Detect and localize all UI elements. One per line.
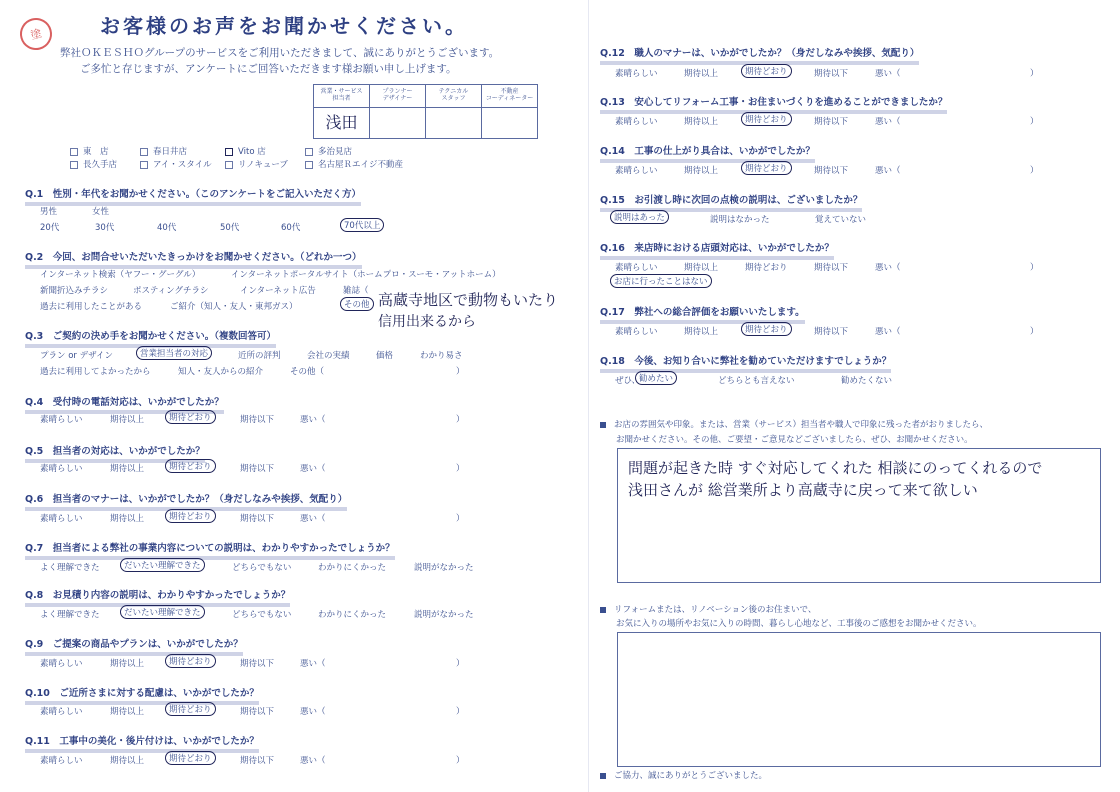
q10-label: Q.10 ご近所さまに対する配慮は、いかがでしたか？ xyxy=(25,685,259,705)
q7-option[interactable]: わかりにくかった xyxy=(318,563,387,573)
rating-close: ） xyxy=(456,415,465,425)
rating-above[interactable]: 期待以上 xyxy=(684,327,719,337)
checkbox[interactable] xyxy=(225,161,233,169)
q3-label: Q.3 ご契約の決め手をお聞かせください。（複数回答可） xyxy=(25,328,276,348)
rating-above[interactable]: 期待以上 xyxy=(684,166,719,176)
q15-option-selected[interactable]: 説明はあった xyxy=(610,210,669,224)
q1-option-male[interactable]: 男性 xyxy=(40,207,58,217)
intro-line-1: 弊社ＯＫＥＳＨＯグループのサービスをご利用いただきまして、誠にありがとうございます。 xyxy=(60,47,500,59)
staff-table xyxy=(313,84,538,139)
staff-header-planner: プランナー デザイナー xyxy=(370,85,426,108)
rating-below[interactable]: 期待以下 xyxy=(240,514,275,524)
rating-above[interactable]: 期待以上 xyxy=(684,117,719,127)
q2-option-selected[interactable]: その他 xyxy=(340,297,374,311)
rating-close: ） xyxy=(456,756,465,766)
q8-option[interactable]: 説明がなかった xyxy=(414,610,474,620)
rating-above[interactable]: 期待以上 xyxy=(110,415,145,425)
staff-header-technical: テクニカル スタッフ xyxy=(426,85,482,108)
q2-option[interactable]: インターネットポータルサイト（ホームプロ・スーモ・アットホーム） xyxy=(231,270,501,280)
q1-option-age[interactable]: 20代 xyxy=(40,223,60,233)
q17-label: Q.17 弊社への総合評価をお願いいたします。 xyxy=(600,304,805,324)
q13-label: Q.13 安心してリフォーム工事・お住まいづくりを進めることができましたか？ xyxy=(600,94,947,114)
comment2-box[interactable] xyxy=(617,632,1101,767)
rating-below[interactable]: 期待以下 xyxy=(814,166,849,176)
q7-option-selected[interactable]: だいたい理解できた xyxy=(120,558,205,572)
comment1-handwritten-1: 問題が起きた時 すぐ対応してくれた 相談にのってくれるので xyxy=(628,459,1043,477)
store-option[interactable]: アイ・スタイル xyxy=(140,158,212,170)
q2-option[interactable]: 新聞折込みチラシ xyxy=(40,286,109,296)
q1-option-age[interactable]: 60代 xyxy=(281,223,301,233)
rating-as-expected-selected[interactable]: 期待どおり xyxy=(741,64,792,78)
q15-option[interactable]: 説明はなかった xyxy=(710,215,770,225)
q14-label: Q.14 工事の仕上がり具合は、いかがでしたか？ xyxy=(600,143,815,163)
q3-option[interactable]: 会社の実績 xyxy=(307,351,350,361)
rating-close: ） xyxy=(1030,327,1039,337)
survey-title: お客様のお声をお聞かせください。 xyxy=(100,14,468,38)
q3-option[interactable]: プラン or デザイン xyxy=(40,351,114,361)
rating-as-expected-selected[interactable]: 期待どおり xyxy=(165,509,216,523)
q2-option[interactable]: インターネット広告 xyxy=(240,286,316,296)
rating-close: ） xyxy=(456,514,465,524)
q18-option[interactable]: どちらとも言えない xyxy=(718,376,795,386)
staff-value-sales[interactable]: 浅田 xyxy=(314,108,370,139)
rating-below[interactable]: 期待以下 xyxy=(814,327,849,337)
q3-option[interactable]: 知人・友人からの紹介 xyxy=(178,367,264,377)
rating-above[interactable]: 期待以上 xyxy=(110,756,145,766)
q7-option[interactable]: どちらでもない xyxy=(232,563,292,573)
store-option[interactable]: 名古屋Ｒエイジ不動産 xyxy=(305,158,403,170)
store-option[interactable]: 東 店 xyxy=(70,145,109,157)
checkbox[interactable] xyxy=(305,161,313,169)
q11-label: Q.11 工事中の美化・後片付けは、いかがでしたか？ xyxy=(25,733,259,753)
footer-thanks: ご協力、誠にありがとうございました。 xyxy=(600,769,767,781)
q3-option[interactable]: 価格 xyxy=(376,351,394,361)
rating-above[interactable]: 期待以上 xyxy=(110,659,145,669)
rating-bad[interactable]: 悪い（ xyxy=(300,756,326,766)
rating-above[interactable]: 期待以上 xyxy=(110,514,145,524)
q2-handwritten-1: 高蔵寺地区で動物もいたり xyxy=(378,291,559,309)
rating-above[interactable]: 期待以上 xyxy=(684,69,719,79)
rating-close: ） xyxy=(1030,117,1039,127)
rating-below[interactable]: 期待以下 xyxy=(240,659,275,669)
staff-value-technical[interactable] xyxy=(426,108,482,139)
rating-below[interactable]: 期待以下 xyxy=(814,263,849,273)
store-option[interactable]: Vito 店 xyxy=(225,145,266,157)
intro-line-2: ご多忙と存じますが、アンケートにご回答いただきます様お願い申し上げます。 xyxy=(80,63,457,75)
rating-bad[interactable]: 悪い（ xyxy=(300,514,326,524)
rating-bad[interactable]: 悪い（ xyxy=(875,69,901,79)
rating-excellent[interactable]: 素晴らしい xyxy=(40,464,83,474)
rating-below[interactable]: 期待以下 xyxy=(240,415,275,425)
staff-header-realestate: 不動産 コーディネーター xyxy=(482,85,538,108)
checkbox[interactable] xyxy=(225,148,233,156)
q18-label: Q.18 今後、お知り合いに弊社を勧めていただけますでしょうか？ xyxy=(600,353,891,373)
checkbox[interactable] xyxy=(305,148,313,156)
rating-as-expected[interactable]: 期待どおり xyxy=(745,263,788,273)
rating-below[interactable]: 期待以下 xyxy=(240,756,275,766)
q3-option[interactable]: わかり易さ xyxy=(420,351,463,361)
rating-above[interactable]: 期待以上 xyxy=(684,263,719,273)
q2-label: Q.2 今回、お問合せいただいたきっかけをお聞かせください。（どれか一つ） xyxy=(25,249,362,269)
q8-label: Q.8 お見積り内容の説明は、わかりやすかったでしょうか？ xyxy=(25,587,290,607)
rating-as-expected-selected[interactable]: 期待どおり xyxy=(165,654,216,668)
square-bullet-icon xyxy=(600,607,606,613)
q3-option-selected[interactable]: 営業担当者の対応 xyxy=(136,346,212,360)
q7-label: Q.7 担当者による弊社の事業内容についての説明は、わかりやすかったでしょうか？ xyxy=(25,540,395,560)
rating-excellent[interactable]: 素晴らしい xyxy=(40,415,83,425)
rating-below[interactable]: 期待以下 xyxy=(814,117,849,127)
square-bullet-icon xyxy=(600,773,606,779)
q2-option[interactable]: インターネット検索（ヤフー・グーグル） xyxy=(40,270,201,280)
comment1-box[interactable] xyxy=(617,448,1101,583)
store-option[interactable]: リノキューブ xyxy=(225,158,288,170)
q18-option-selected[interactable]: 勧めたい xyxy=(635,371,677,385)
q2-handwritten-2: 信用出来るから xyxy=(378,314,476,330)
q15-label: Q.15 お引渡し時に次回の点検の説明は、ございましたか？ xyxy=(600,192,862,212)
q4-label: Q.4 受付時の電話対応は、いかがでしたか？ xyxy=(25,394,224,414)
comment2-prompt-2: お気に入りの場所やお気に入りの時間、暮らし心地など、工事後のご感想をお聞かせください。 xyxy=(616,619,982,629)
checkbox[interactable] xyxy=(70,148,78,156)
rating-excellent[interactable]: 素晴らしい xyxy=(615,166,658,176)
q1-option-age[interactable]: 30代 xyxy=(95,223,115,233)
comment1-handwritten-2: 浅田さんが 総営業所より高蔵寺に戻って来て欲しい xyxy=(628,481,978,499)
store-option[interactable]: 多治見店 xyxy=(305,145,352,157)
rating-below[interactable]: 期待以下 xyxy=(240,464,275,474)
rating-above[interactable]: 期待以上 xyxy=(110,464,145,474)
rating-excellent[interactable]: 素晴らしい xyxy=(40,514,83,524)
rating-bad[interactable]: 悪い（ xyxy=(875,327,901,337)
q1-option-age[interactable]: 50代 xyxy=(220,223,240,233)
q7-option[interactable]: 説明がなかった xyxy=(414,563,474,573)
q12-label: Q.12 職人のマナーは、いかがでしたか？（身だしなみや挨拶、気配り） xyxy=(600,45,919,65)
staff-value-realestate[interactable] xyxy=(482,108,538,139)
q2-option[interactable]: ご紹介（知人・友人・東邦ガス） xyxy=(170,302,298,312)
q15-option[interactable]: 覚えていない xyxy=(815,215,867,225)
comment1-prompt-2: お聞かせください。その他、ご要望・ご意見などございましたら、ぜひ、お聞かせください。 xyxy=(616,435,973,445)
store-option[interactable]: 春日井店 xyxy=(140,145,187,157)
rating-close: ） xyxy=(1030,263,1039,273)
q3-option[interactable]: その他（ xyxy=(290,367,325,377)
q8-option-selected[interactable]: だいたい理解できた xyxy=(120,605,205,619)
q8-option[interactable]: どちらでもない xyxy=(232,610,292,620)
rating-close: ） xyxy=(456,707,465,717)
rating-excellent[interactable]: 素晴らしい xyxy=(40,659,83,669)
q2-option[interactable]: 過去に利用したことがある xyxy=(40,302,143,312)
q1-option-age[interactable]: 40代 xyxy=(157,223,177,233)
staff-value-planner[interactable] xyxy=(370,108,426,139)
q3-option[interactable]: 近所の評判 xyxy=(238,351,281,361)
staff-header-sales: 営業・サービス 担当者 xyxy=(314,85,370,108)
rating-excellent[interactable]: 素晴らしい xyxy=(40,707,83,717)
comment1-prompt-1: お店の雰囲気や印象。または、営業（サービス）担当者や職人で印象に残った者がおりましたら、 xyxy=(600,418,988,430)
rating-as-expected-selected[interactable]: 期待どおり xyxy=(741,322,792,336)
q5-label: Q.5 担当者の対応は、いかがでしたか？ xyxy=(25,443,205,463)
rating-bad[interactable]: 悪い（ xyxy=(300,415,326,425)
rating-as-expected-selected[interactable]: 期待どおり xyxy=(741,112,792,126)
q1-option-female[interactable]: 女性 xyxy=(92,207,110,217)
rating-bad[interactable]: 悪い（ xyxy=(300,659,326,669)
rating-as-expected-selected[interactable]: 期待どおり xyxy=(165,702,216,716)
rating-excellent[interactable]: 素晴らしい xyxy=(40,756,83,766)
store-option[interactable]: 長久手店 xyxy=(70,158,117,170)
q18-option[interactable]: 勧めたくない xyxy=(841,376,893,386)
rating-below[interactable]: 期待以下 xyxy=(240,707,275,717)
rating-excellent[interactable]: 素晴らしい xyxy=(615,117,658,127)
q8-option[interactable]: よく理解できた xyxy=(40,610,100,620)
q7-option[interactable]: よく理解できた xyxy=(40,563,100,573)
square-bullet-icon xyxy=(600,422,606,428)
q1-option-age-selected[interactable]: 70代以上 xyxy=(340,218,384,232)
rating-as-expected-selected[interactable]: 期待どおり xyxy=(165,751,216,765)
rating-as-expected-selected[interactable]: 期待どおり xyxy=(741,161,792,175)
rating-bad[interactable]: 悪い（ xyxy=(875,263,901,273)
q2-option[interactable]: ポスティングチラシ xyxy=(133,286,209,296)
checkbox[interactable] xyxy=(140,148,148,156)
comment2-prompt-1: リフォームまたは、リノベーション後のお住まいで、 xyxy=(600,603,816,615)
q3-option[interactable]: 過去に利用してよかったから xyxy=(40,367,151,377)
rating-above[interactable]: 期待以上 xyxy=(110,707,145,717)
checkbox[interactable] xyxy=(70,161,78,169)
rating-excellent[interactable]: 素晴らしい xyxy=(615,263,658,273)
rating-bad[interactable]: 悪い（ xyxy=(300,707,326,717)
q6-label: Q.6 担当者のマナーは、いかがでしたか？（身だしなみや挨拶、気配り） xyxy=(25,491,347,511)
checkbox[interactable] xyxy=(140,161,148,169)
q16-label: Q.16 来店時における店頭対応は、いかがでしたか？ xyxy=(600,240,834,260)
q8-option[interactable]: わかりにくかった xyxy=(318,610,387,620)
rating-as-expected-selected[interactable]: 期待どおり xyxy=(165,459,216,473)
q3-close-paren: ） xyxy=(456,367,465,377)
rating-bad[interactable]: 悪い（ xyxy=(300,464,326,474)
q16-never-visited-selected[interactable]: お店に行ったことはない xyxy=(610,274,712,288)
page-divider xyxy=(588,0,589,792)
rating-close: ） xyxy=(1030,166,1039,176)
company-seal-stamp: 塗 xyxy=(16,14,55,53)
rating-below[interactable]: 期待以下 xyxy=(814,69,849,79)
q9-label: Q.9 ご提案の商品やプランは、いかがでしたか？ xyxy=(25,636,243,656)
rating-bad[interactable]: 悪い（ xyxy=(875,117,901,127)
rating-as-expected-selected[interactable]: 期待どおり xyxy=(165,410,216,424)
q18-option-prefix: ぜひ、 xyxy=(615,376,641,386)
rating-close: ） xyxy=(1030,69,1039,79)
rating-excellent[interactable]: 素晴らしい xyxy=(615,327,658,337)
q1-label: Q.1 性別・年代をお聞かせください。（このアンケートをご記入いただく方） xyxy=(25,186,361,206)
rating-bad[interactable]: 悪い（ xyxy=(875,166,901,176)
rating-excellent[interactable]: 素晴らしい xyxy=(615,69,658,79)
rating-close: ） xyxy=(456,659,465,669)
q2-option[interactable]: 雑誌（ xyxy=(343,286,369,296)
rating-close: ） xyxy=(456,464,465,474)
